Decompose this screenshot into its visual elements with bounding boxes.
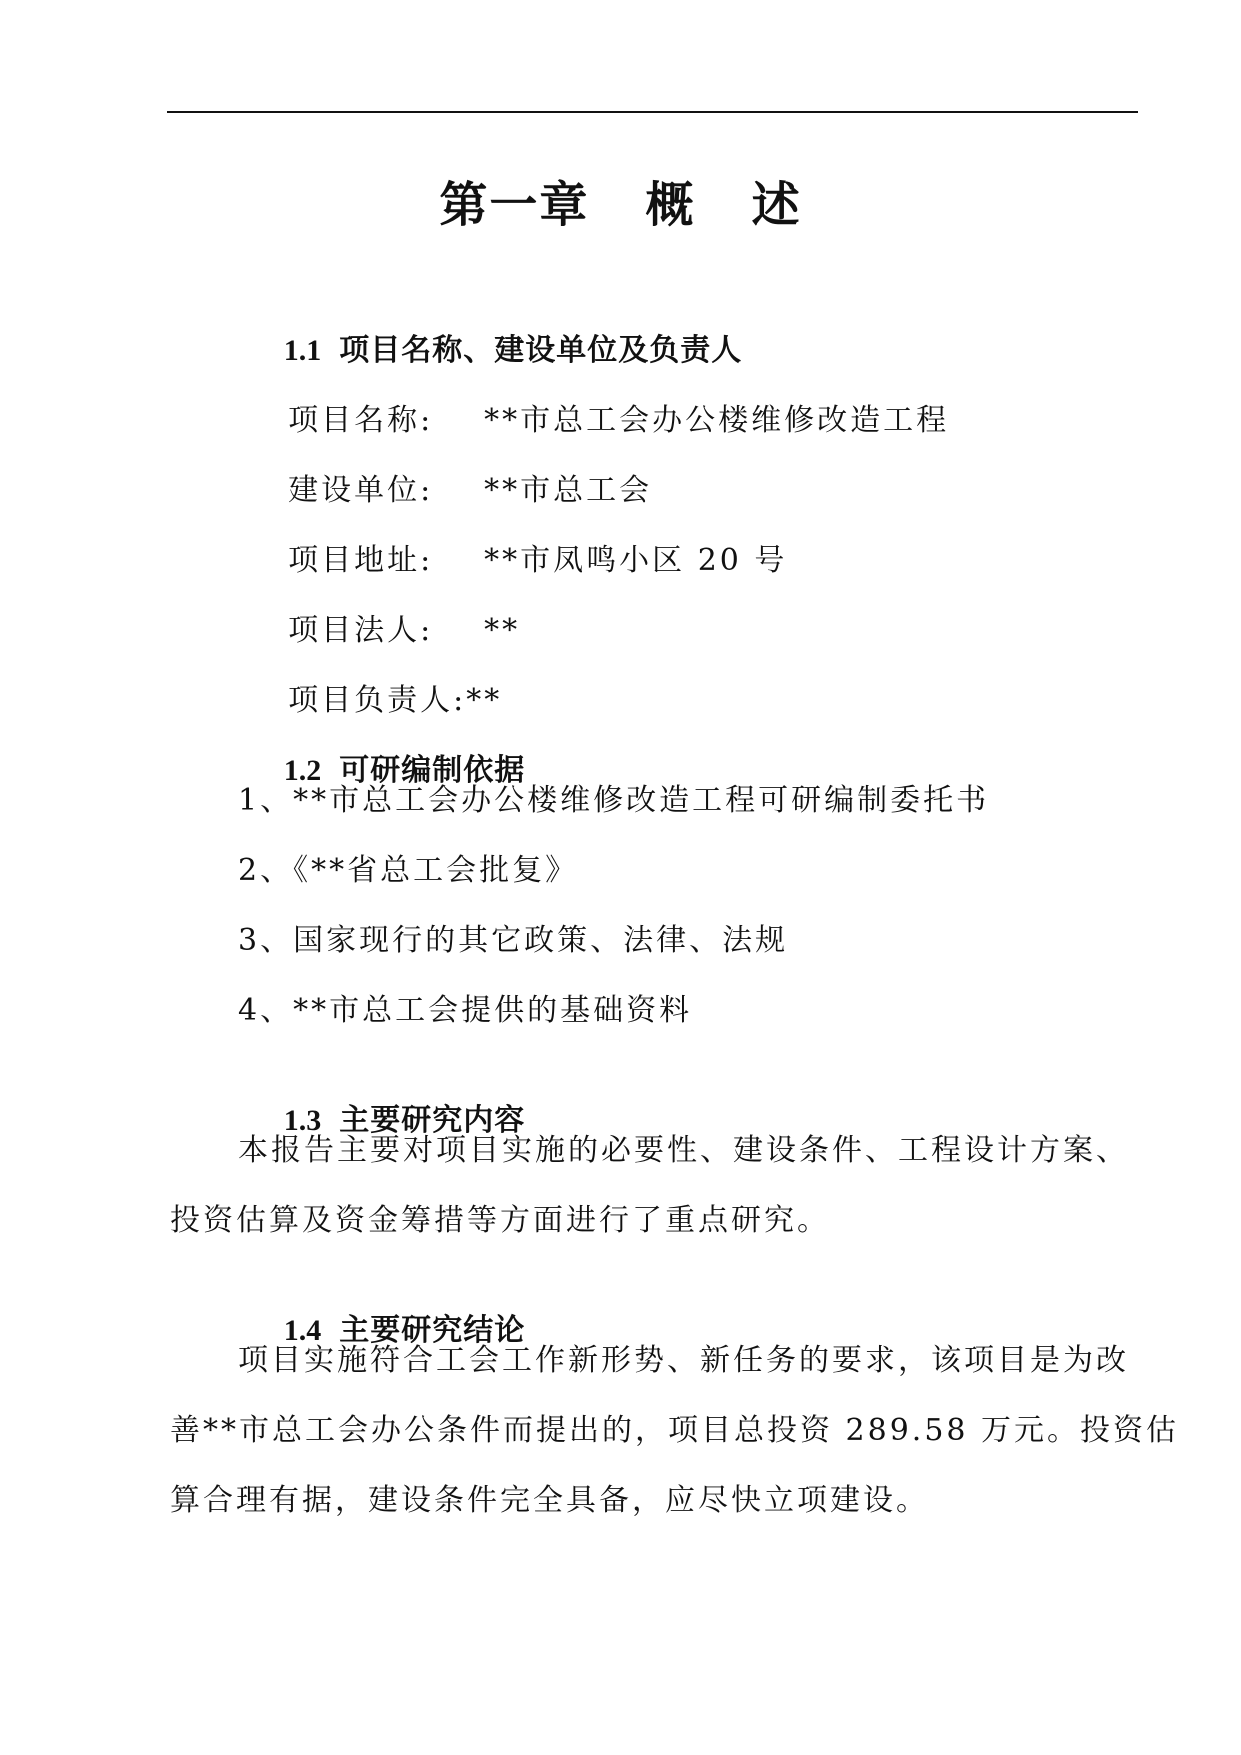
section-number: 1.1 [283, 334, 322, 367]
section-title: 项目名称、建设单位及负责人 [339, 333, 743, 368]
header-rule [167, 111, 1138, 113]
paragraph-line: 投资估算及资金筹措等方面进行了重点研究。 [170, 1203, 830, 1238]
field-label: 项目地址: [288, 543, 434, 578]
paragraph-line: 算合理有据，建设条件完全具备，应尽快立项建设。 [170, 1483, 929, 1518]
field-value: ** [484, 613, 521, 648]
field-value: **市凤鸣小区 20 号 [484, 543, 788, 578]
field-label: 项目负责人: [288, 683, 467, 718]
field-label: 项目法人: [288, 613, 434, 648]
paragraph-line: 善**市总工会办公条件而提出的，项目总投资 289.58 万元。投资估 [170, 1413, 1180, 1448]
section-title: 主要研究内容 [339, 1103, 526, 1138]
section-number: 1.4 [283, 1314, 322, 1347]
field-label: 项目名称: [288, 403, 434, 438]
field-value: **市总工会办公楼维修改造工程 [484, 403, 950, 438]
basis-item: 1、**市总工会办公楼维修改造工程可研编制委托书 [238, 783, 990, 818]
field-value: ** [466, 683, 503, 718]
field-label: 建设单位: [288, 473, 434, 508]
paragraph-line: 本报告主要对项目实施的必要性、建设条件、工程设计方案、 [238, 1133, 1129, 1168]
basis-item: 2、《**省总工会批复》 [238, 853, 579, 888]
section-number: 1.3 [283, 1104, 322, 1137]
paragraph-line: 项目实施符合工会工作新形势、新任务的要求，该项目是为改 [238, 1343, 1129, 1378]
field-value: **市总工会 [484, 473, 653, 508]
basis-item: 4、**市总工会提供的基础资料 [238, 993, 693, 1028]
section-number: 1.2 [283, 754, 322, 787]
basis-item: 3、国家现行的其它政策、法律、法规 [238, 923, 789, 958]
chapter-title: 第一章 概 述 [439, 177, 802, 233]
section-title: 可研编制依据 [339, 753, 526, 788]
section-title: 主要研究结论 [339, 1313, 526, 1348]
